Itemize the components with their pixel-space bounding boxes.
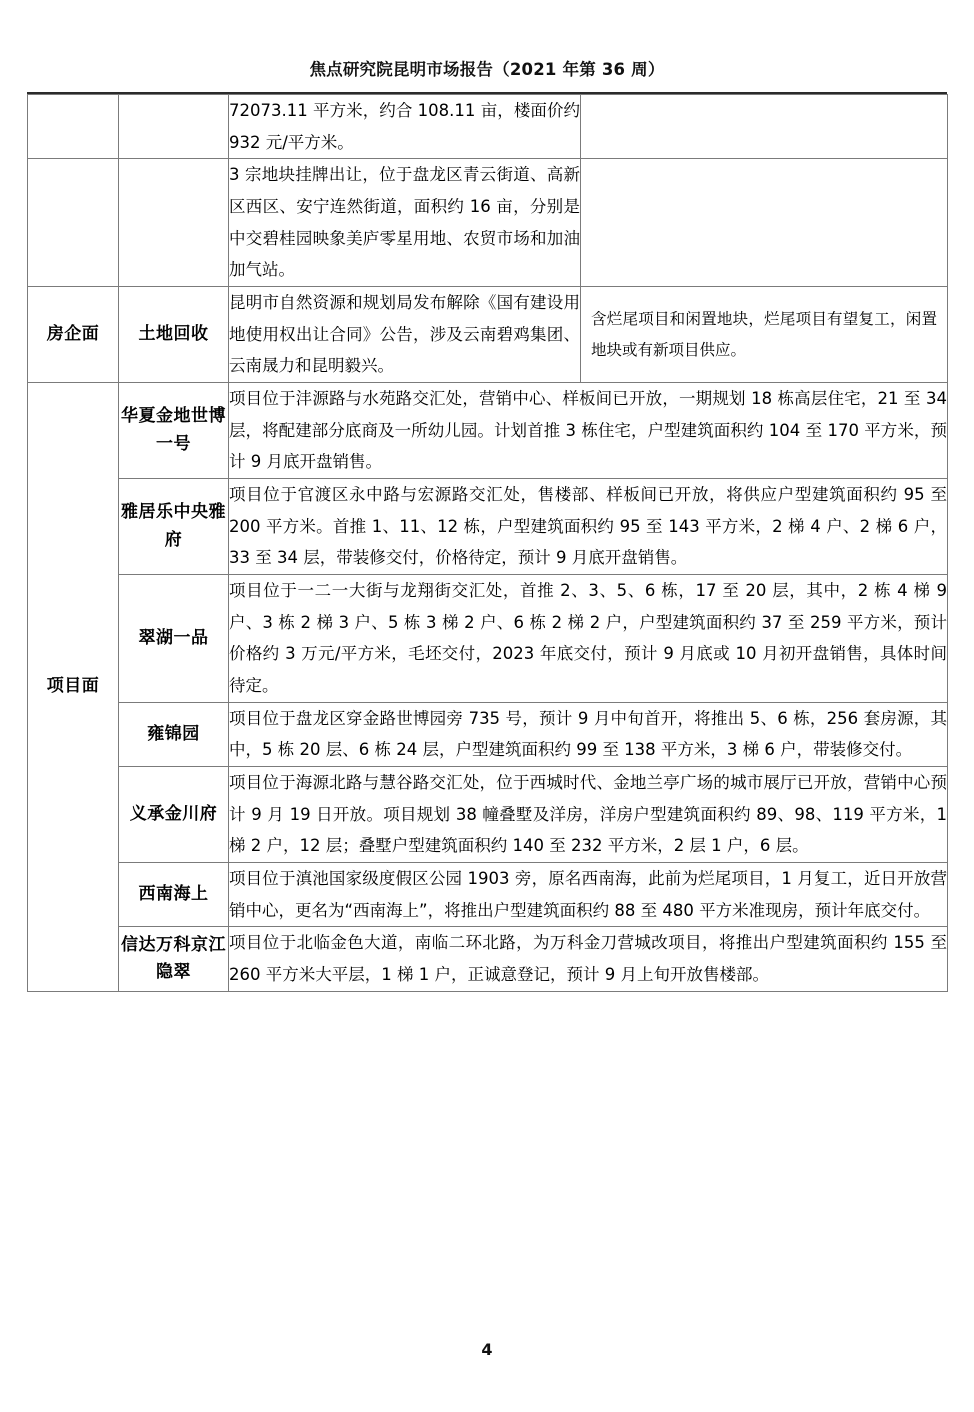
table-row — [28, 159, 948, 287]
detail-cell-land-area: 72073.11 平方米，约合 108.11 亩，楼面价约 932 元/平方米。 — [229, 95, 581, 159]
project-name-huaxia-jindi-shibo-yihao: 华夏金地世博一号 — [119, 383, 229, 479]
note-cell-empty-1 — [581, 95, 948, 159]
project-desc-yicheng-jinchuanfu: 项目位于海源北路与慧谷路交汇处，位于西城时代、金地兰亭广场的城市展厅已开放，营销中心预计 9 月 19 日开放。项目规划 38 幢叠墅及洋房，洋房户型建筑面积约 89、98、119 平方米，1 梯 2 户，12 层；叠墅户型建筑面积约 140 至 232 平方米，2 层 1 户，6 层。 — [229, 767, 948, 863]
report-table — [27, 94, 948, 992]
table-row — [28, 927, 948, 991]
detail-cell-land-listing: 3 宗地块挂牌出让，位于盘龙区青云街道、高新区西区、安宁连然街道，面积约 16 亩，分别是中交碧桂园映象美庐零星用地、农贸市场和加油加气站。 — [229, 159, 581, 287]
detail-cell-land-recovery: 昆明市自然资源和规划局发布解除《国有建设用地使用权出让合同》公告，涉及云南碧鸡集团、云南晟力和昆明毅兴。 — [229, 287, 581, 383]
table-row — [28, 383, 948, 479]
table-row — [28, 767, 948, 863]
project-name-xinda-vanke-jingjiang-yincui: 信达万科京江隐翠 — [119, 927, 229, 991]
project-name-xinan-haishang: 西南海上 — [119, 863, 229, 927]
table-row — [28, 702, 948, 766]
project-desc-yajuile-zhongyang-yafu: 项目位于官渡区永中路与宏源路交汇处，售楼部、样板间已开放，将供应户型建筑面积约 95 至 200 平方米。首推 1、11、12 栋，户型建筑面积约 95 至 143 平方米，2 梯 4 户、2 梯 6 户，33 至 34 层，带装修交付，价格待定，预计 9 月底开盘销售。 — [229, 479, 948, 575]
subcategory-cell-land-recovery: 土地回收 — [119, 287, 229, 383]
category-cell-empty-2 — [28, 159, 119, 287]
table-row — [28, 479, 948, 575]
subcategory-cell-empty-2 — [119, 159, 229, 287]
table-row — [28, 575, 948, 703]
category-cell-project-side: 项目面 — [28, 383, 119, 992]
subcategory-cell-empty-1 — [119, 95, 229, 159]
table-row — [28, 863, 948, 927]
project-name-cuihu-yipin: 翠湖一品 — [119, 575, 229, 703]
project-desc-yongjinyuan: 项目位于盘龙区穿金路世博园旁 735 号，预计 9 月中旬首开，将推出 5、6 栋，256 套房源，其中，5 栋 20 层、6 栋 24 层，户型建筑面积约 99 至 138 平方米，3 梯 6 户，带装修交付。 — [229, 702, 948, 766]
table-row — [28, 95, 948, 159]
category-cell-developer-side: 房企面 — [28, 287, 119, 383]
project-name-yicheng-jinchuanfu: 义承金川府 — [119, 767, 229, 863]
project-name-yongjinyuan: 雍锦园 — [119, 702, 229, 766]
note-cell-empty-2 — [581, 159, 948, 287]
project-desc-xinan-haishang: 项目位于滇池国家级度假区公园 1903 旁，原名西南海，此前为烂尾项目，1 月复工，近日开放营销中心，更名为“西南海上”，将推出户型建筑面积约 88 至 480 平方米准现房，预计年底交付。 — [229, 863, 948, 927]
project-desc-cuihu-yipin: 项目位于一二一大街与龙翔街交汇处，首推 2、3、5、6 栋，17 至 20 层，其中，2 栋 4 梯 9 户、3 栋 2 梯 3 户、5 栋 3 梯 2 户、6 栋 2 梯 2 户，户型建筑面积约 37 至 259 平方米，预计价格约 3 万元/平方米，毛坯交付，2023 年底交付，预计 9 月底或 10 月初开盘销售，具体时间待定。 — [229, 575, 948, 703]
note-cell-land-recovery: 含烂尾项目和闲置地块，烂尾项目有望复工，闲置地块或有新项目供应。 — [581, 287, 948, 383]
project-desc-xinda-vanke-jingjiang-yincui: 项目位于北临金色大道，南临二环北路，为万科金刀营城改项目，将推出户型建筑面积约 155 至 260 平方米大平层，1 梯 1 户，正诚意登记，预计 9 月上旬开放售楼部。 — [229, 927, 948, 991]
category-cell-empty-1 — [28, 95, 119, 159]
running-header: 焦点研究院昆明市场报告（2021 年第 36 周） — [309, 60, 665, 79]
table-row — [28, 287, 948, 383]
report-table-wrapper — [27, 94, 947, 992]
project-name-yajuile-zhongyang-yafu: 雅居乐中央雅府 — [119, 479, 229, 575]
page-number: 4 — [481, 1340, 493, 1359]
project-desc-huaxia-jindi-shibo-yihao: 项目位于沣源路与水苑路交汇处，营销中心、样板间已开放，一期规划 18 栋高层住宅，21 至 34 层，将配建部分底商及一所幼儿园。计划首推 3 栋住宅，户型建筑面积约 104 至 170 平方米，预计 9 月底开盘销售。 — [229, 383, 948, 479]
